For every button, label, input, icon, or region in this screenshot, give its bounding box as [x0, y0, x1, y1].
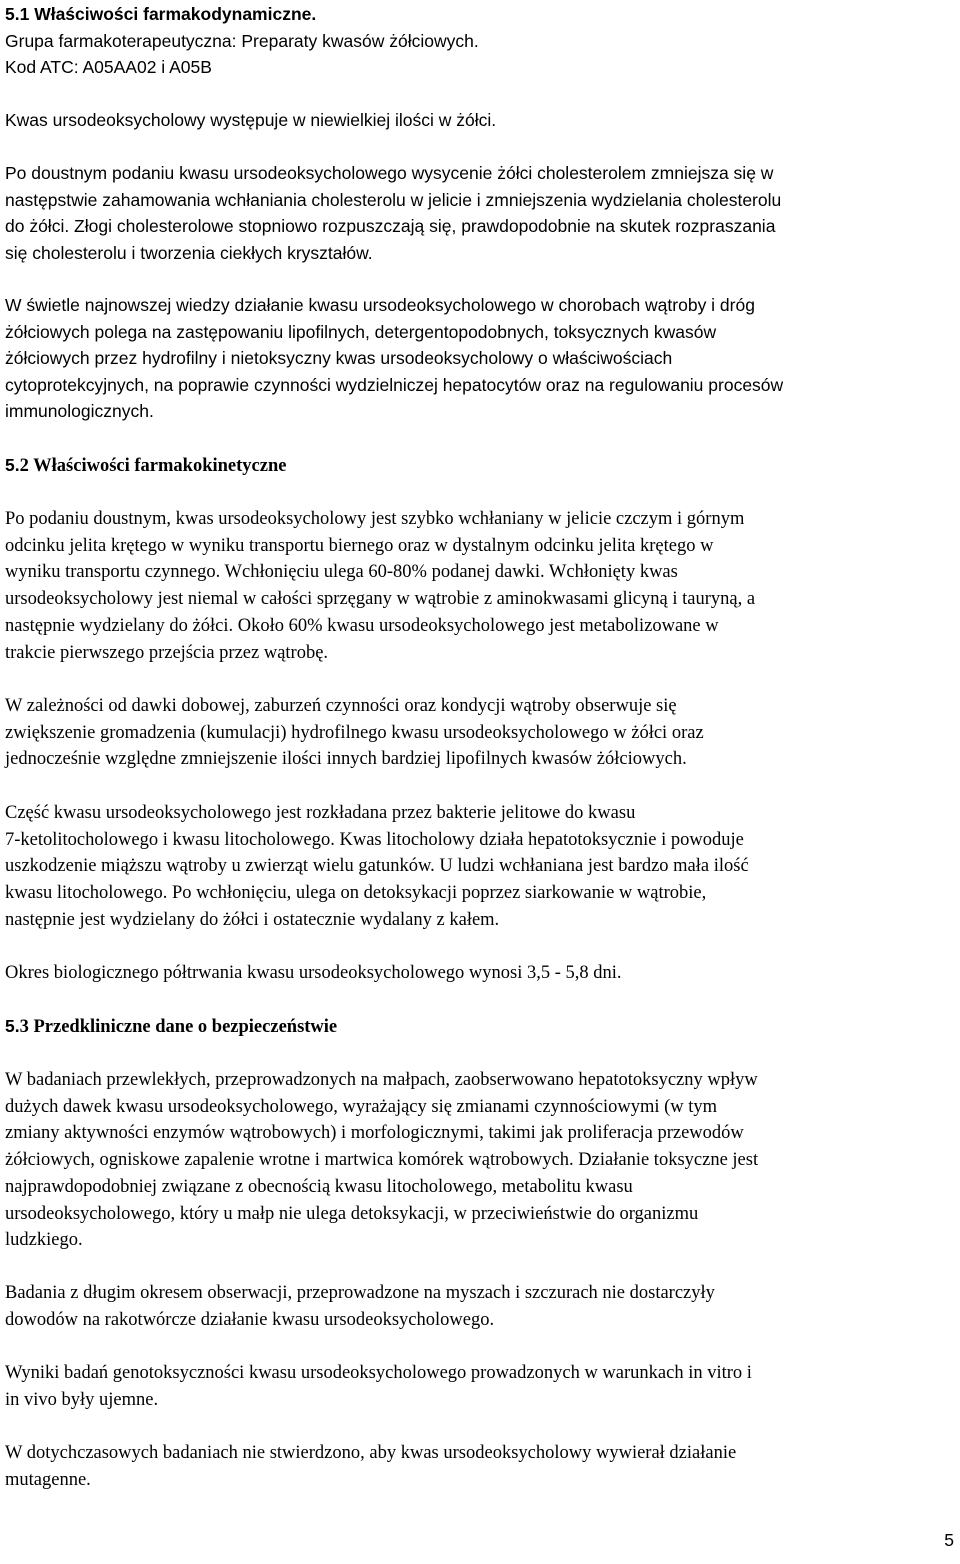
- text-line: uszkodzenie miąższu wątroby u zwierząt wielu gatunków. U ludzi wchłaniana jest bardzo mała ilość: [5, 856, 749, 877]
- text-line: żółciowych przez hydrofilny i nietoksyczny kwas ursodeoksycholowy o właściwościach: [5, 348, 673, 368]
- paragraph: [5, 1360, 752, 1413]
- paragraph: [5, 1067, 758, 1254]
- text-line: W badaniach przewlekłych, przeprowadzonych na małpach, zaobserwowano hepatotoksyczny wpływ: [5, 1070, 758, 1090]
- text-line: 7-ketolitocholowego i kwasu litocholowego. Kwas litocholowy działa hepatotoksycznie i powoduje: [5, 829, 744, 850]
- paragraph: [5, 693, 704, 773]
- paragraph: [5, 1440, 736, 1493]
- section-5-1-header: [5, 1, 479, 81]
- text-line: trakcie pierwszego przejścia przez wątrobę.: [5, 642, 329, 663]
- paragraph: [5, 107, 496, 134]
- paragraph: [5, 160, 781, 266]
- text-line: kwasu litocholowego. Po wchłonięciu, ulega on detoksykacji poprzez siarkowanie w wątrobie,: [5, 883, 707, 904]
- text-line: się cholesterolu i tworzenia ciekłych kryształów.: [5, 242, 373, 263]
- paragraph: [5, 960, 622, 987]
- text-line: W dotychczasowych badaniach nie stwierdzono, aby kwas ursodeoksycholowy wywierał działanie: [5, 1443, 737, 1463]
- text-line: Część kwasu ursodeoksycholowego jest rozkładana przez bakterie jelitowe do kwasu: [5, 803, 636, 823]
- text-line: Wyniki badań genotoksyczności kwasu ursodeoksycholowego prowadzonych w warunkach in vitro i: [5, 1363, 752, 1383]
- section-title: 3 Przedkliniczne dane o bezpieczeństwie: [19, 1017, 338, 1037]
- text-line: ursodeoksycholowego, który u małp nie ulega detoksykacji, w przeciwieństwie do organizmu: [5, 1203, 699, 1224]
- section-5-3-heading: [5, 1013, 337, 1041]
- text-line: wyniku transportu czynnego. Wchłonięciu ulega 60-80% podanej dawki. Wchłonięty kwas: [5, 562, 678, 583]
- text-line: następnie jest wydzielany do żółci i ostatecznie wydalany z kałem.: [5, 909, 500, 930]
- text-line: następstwie zahamowania wchłaniania cholesterolu w jelicie i zmniejszenia wydzielania cholesterolu: [5, 189, 782, 210]
- text-line: najprawdopodobniej związane z obecnością kwasu litocholowego, metabolitu kwasu: [5, 1176, 633, 1197]
- text-line: cytoprotekcyjnych, na poprawie czynności wydzielniczej hepatocytów oraz na regulowaniu procesów: [5, 374, 784, 395]
- section-number: 5.: [5, 455, 20, 475]
- text-line: ludzkiego.: [5, 1230, 83, 1251]
- section-heading: 5.1 Właściwości farmakodynamiczne.: [5, 4, 317, 24]
- paragraph: [5, 292, 783, 425]
- text-line: W świetle najnowszej wiedzy działanie kwasu ursodeoksycholowego w chorobach wątroby i dróg: [5, 295, 755, 315]
- text-line: Kwas ursodeoksycholowy występuje w niewielkiej ilości w żółci.: [5, 110, 497, 130]
- text-line: in vivo były ujemne.: [5, 1389, 159, 1410]
- text-line: Po doustnym podaniu kwasu ursodeoksycholowego wysycenie żółci cholesterolem zmniejsza się w: [5, 163, 774, 183]
- pharmacotherapeutic-group: Grupa farmakoterapeutyczna: Preparaty kwasów żółciowych.: [5, 30, 479, 51]
- text-line: odcinku jelita krętego w wyniku transportu biernego oraz w dystalnym odcinku jelita krętego w: [5, 535, 714, 556]
- text-line: następnie wydzielany do żółci. Około 60% kwasu ursodeoksycholowego jest metabolizowane w: [5, 615, 719, 636]
- text-line: Badania z długim okresem obserwacji, przeprowadzone na myszach i szczurach nie dostarczyły: [5, 1283, 715, 1303]
- text-line: ursodeoksycholowy jest niemal w całości sprzęgany w wątrobie z aminokwasami glicyną i tauryną, a: [5, 589, 756, 610]
- text-line: żółciowych polega na zastępowaniu lipofilnych, detergentopodobnych, toksycznych kwasów: [5, 321, 717, 342]
- text-line: jednocześnie względne zmniejszenie ilości innych bardziej lipofilnych kwasów żółciowych.: [5, 749, 687, 770]
- text-line: do żółci. Złogi cholesterolowe stopniowo rozpuszczają się, prawdopodobnie na skutek rozpraszania: [5, 216, 776, 236]
- text-line: immunologicznych.: [5, 401, 154, 421]
- atc-code: Kod ATC: A05AA02 i A05B: [5, 57, 212, 77]
- paragraph: [5, 1280, 715, 1333]
- text-line: Okres biologicznego półtrwania kwasu ursodeoksycholowego wynosi 3,5 - 5,8 dni.: [5, 963, 622, 983]
- text-line: żółciowych, ogniskowe zapalenie wrotne i martwica komórek wątrobowych. Działanie toksyczne jest: [5, 1150, 759, 1171]
- text-line: dużych dawek kwasu ursodeoksycholowego, wyrażający się zmianami czynnościowymi (w tym: [5, 1096, 718, 1117]
- text-line: dowodów na rakotwórcze działanie kwasu ursodeoksycholowego.: [5, 1309, 495, 1330]
- text-line: W zależności od dawki dobowej, zaburzeń czynności oraz kondycji wątroby obserwuje się: [5, 696, 677, 716]
- page-number: 5: [944, 1530, 954, 1550]
- text-line: zmiany aktywności enzymów wątrobowych) i morfologicznymi, takimi jak proliferacja przewodów: [5, 1123, 744, 1144]
- text-line: mutagenne.: [5, 1469, 91, 1490]
- text-line: Po podaniu doustnym, kwas ursodeoksycholowy jest szybko wchłaniany w jelicie czczym i górnym: [5, 509, 745, 529]
- section-title: 2 Właściwości farmakokinetyczne: [19, 456, 287, 476]
- section-5-2-heading: [5, 452, 286, 480]
- paragraph: [5, 506, 755, 666]
- text-line: zwiększenie gromadzenia (kumulacji) hydrofilnego kwasu ursodeoksycholowego w żółci oraz: [5, 722, 704, 743]
- section-number: 5.: [5, 1016, 20, 1036]
- paragraph: [5, 800, 749, 934]
